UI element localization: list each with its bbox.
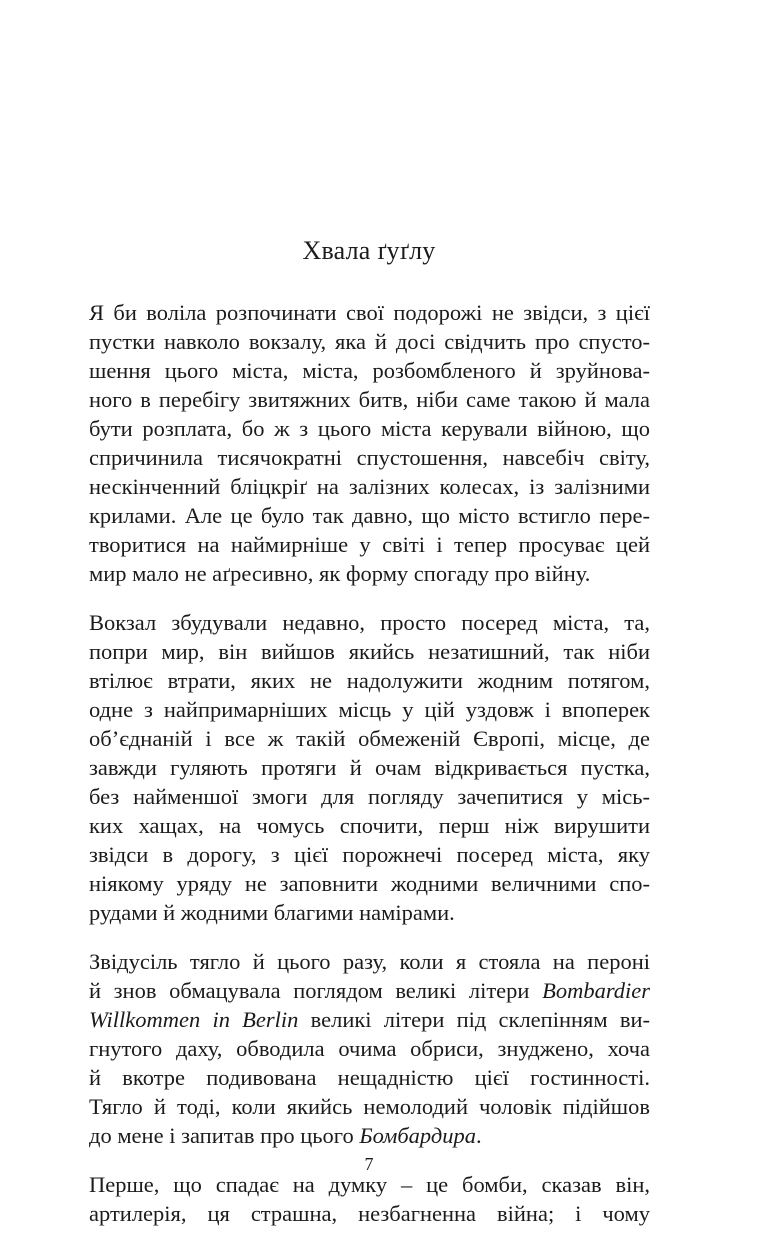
text-line: звідси в дорогу, з цієї порожнечі посеред міста, яку <box>89 842 650 867</box>
text-line <box>89 1121 650 1150</box>
text-line: мир мало не аґресивно, як форму спогаду про війну. <box>89 561 591 586</box>
text-segment: до мене і запитав про цього <box>89 1123 360 1148</box>
text-line: ких хащах, на чомусь спочити, перш ніж вирушити <box>89 813 650 838</box>
italic-phrase: Willkommen in Berlin <box>89 1007 299 1032</box>
text-line: втілює втрати, яких не надолужити жодним потягом, <box>89 668 650 693</box>
text-line <box>89 947 650 976</box>
text-line <box>89 976 650 1005</box>
text-line: шення цього міста, міста, розбомбленого й зруйнова- <box>89 358 650 383</box>
text-line: рудами й жодними благими намірами. <box>89 900 455 925</box>
text-segment: й знов обмацувала поглядом великі літери <box>89 978 543 1003</box>
text-line: Я би воліла розпочинати свої подорожі не звідси, з цієї <box>89 300 650 325</box>
italic-phrase: Bombardier <box>542 978 650 1003</box>
text-line: Вокзал збудували недавно, просто посеред міста, та, <box>89 610 650 635</box>
text-line: без найменшої змоги для погляду зачепитися у місь- <box>89 784 650 809</box>
text-line: нескінченний бліцкріґ на залізних колесах, із залізними <box>89 474 650 499</box>
text-line: Перше, що спадає на думку – це бомби, сказав він, <box>89 1172 650 1197</box>
text-line: об’єднаній і все ж такій обмеженій Європі, місце, де <box>89 726 650 751</box>
text-line: бути розплата, бо ж з цього міста керували війною, що <box>89 416 650 441</box>
text-line: ного в перебігу звитяжних битв, ніби саме такою й мала <box>89 387 650 412</box>
paragraph-1 <box>89 298 650 588</box>
text-line: Тягло й тоді, коли якийсь немолодий чоловік підійшов <box>89 1094 650 1119</box>
text-segment: Звідусіль тягло й цього разу, коли я стояла на пероні <box>89 949 650 974</box>
paragraph-2 <box>89 608 650 927</box>
text-segment: . <box>476 1123 482 1148</box>
italic-phrase: Бомбардира <box>359 1123 477 1148</box>
text-line: одне з найпримарніших місць у цій уздовж і впоперек <box>89 697 650 722</box>
text-line: й вкотре подивована нещадністю цієї гостинності. <box>89 1065 650 1090</box>
text-line: творитися на наймирніше у світі і тепер просуває цей <box>89 532 650 557</box>
page-number: 7 <box>364 1154 374 1174</box>
text-line: завжди гуляють протяги й очам відкривається пустка, <box>89 755 650 780</box>
paragraph-4 <box>89 1170 650 1228</box>
text-line: ніякому уряду не заповнити жодними величними спо- <box>89 871 650 896</box>
chapter-title: Хвала ґуґлу <box>302 236 436 265</box>
body-text <box>89 298 650 1248</box>
paragraph-3 <box>89 947 650 1150</box>
text-line: гнутого даху, обводила очима обриси, знуджено, хоча <box>89 1036 650 1061</box>
text-line: крилами. Але це було так давно, що місто встигло пере- <box>89 503 650 528</box>
text-segment: великі літери під склепінням ви- <box>298 1007 651 1032</box>
text-line <box>89 1005 650 1034</box>
text-line: артилерія, ця страшна, незбагненна війна; і чому <box>89 1201 650 1226</box>
text-line: попри мир, він вийшов якийсь незатишний, так ніби <box>89 639 650 664</box>
text-line: пустки навколо вокзалу, яка й досі свідчить про спусто- <box>89 329 650 354</box>
text-line: спричинила тисячократні спустошення, навсебіч світу, <box>89 445 650 470</box>
